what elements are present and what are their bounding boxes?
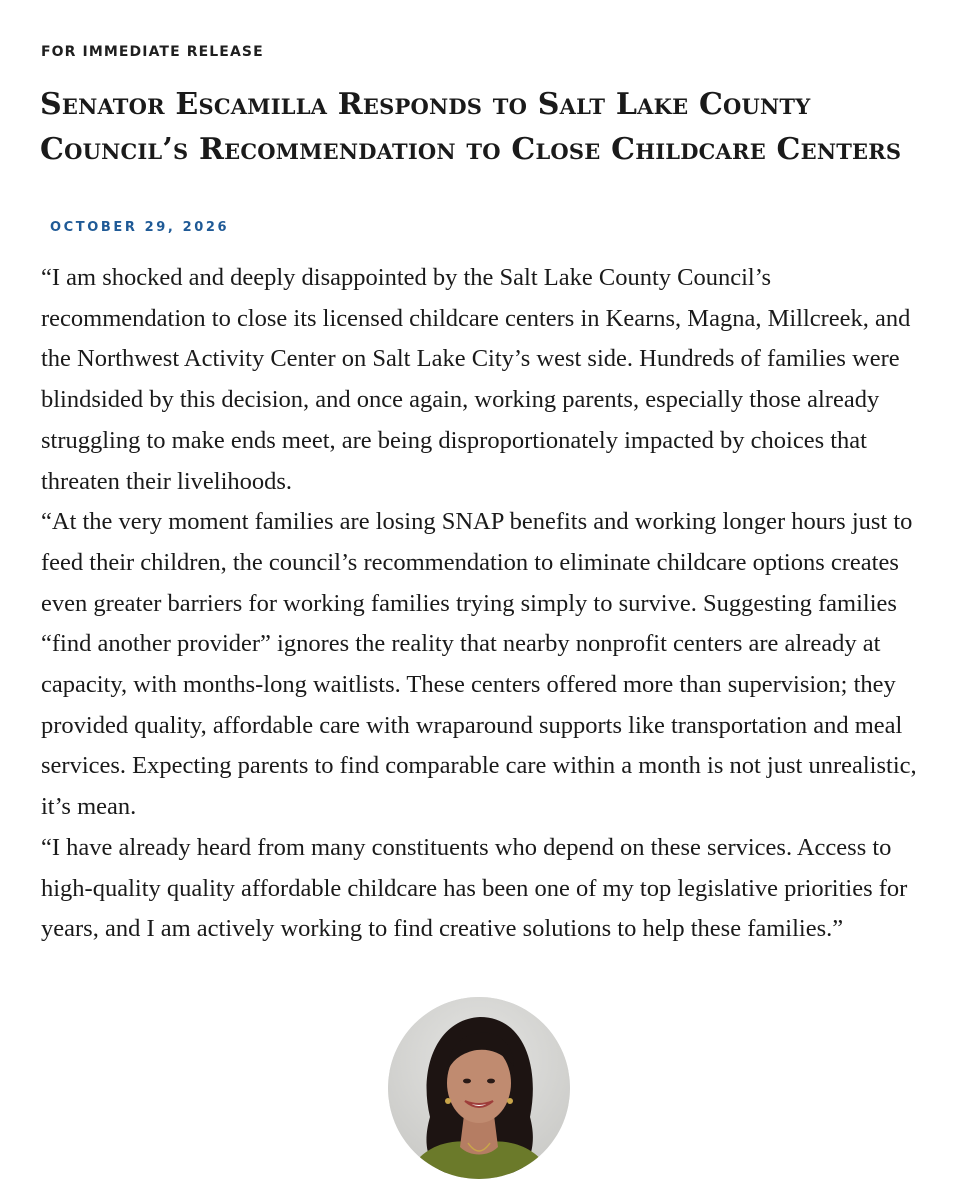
- body-paragraph-2: “At the very moment families are losing SNAP benefits and working longer hours just to feed their children, the council’s recommendation to eliminate childcare options creates even greater barriers for working families trying simply to survive. Suggesting families “find another provider” ignores the reality that nearby nonprofit centers are already at capacity, with months-long waitlists. These centers offered more than supervision; they provided quality, affordable care with wraparound supports like transportation and meal services. Expecting parents to find comparable care within a month is not just unrealistic, it’s mean.: [41, 508, 917, 821]
- right-earring: [507, 1098, 513, 1104]
- page-title: Senator Escamilla Responds to Salt Lake County Council’s Recommendation to Close Childcare Centers: [40, 87, 902, 167]
- senator-portrait: [388, 997, 570, 1179]
- portrait-illustration: [388, 997, 570, 1179]
- left-eye: [463, 1079, 471, 1084]
- left-earring: [445, 1098, 451, 1104]
- release-body: [41, 258, 919, 950]
- right-eye: [487, 1079, 495, 1084]
- body-paragraph-1: “I am shocked and deeply disappointed by the Salt Lake County Council’s recommendation to close its licensed childcare centers in Kearns, Magna, Millcreek, and the Northwest Activity Center on Salt Lake City’s west side. Hundreds of families were blindsided by this decision, and once again, working parents, especially those already struggling to make ends meet, are being disproportionately impacted by choices that threaten their livelihoods.: [41, 264, 911, 495]
- body-paragraph-3: “I have already heard from many constituents who depend on these services. Access to high-quality quality affordable childcare has been one of my top legislative priorities for years, and I am actively working to find creative solutions to help these families.”: [41, 833, 908, 943]
- release-kicker: FOR IMMEDIATE RELEASE: [41, 44, 264, 60]
- release-date: OCTOBER 29, 2026: [50, 220, 230, 235]
